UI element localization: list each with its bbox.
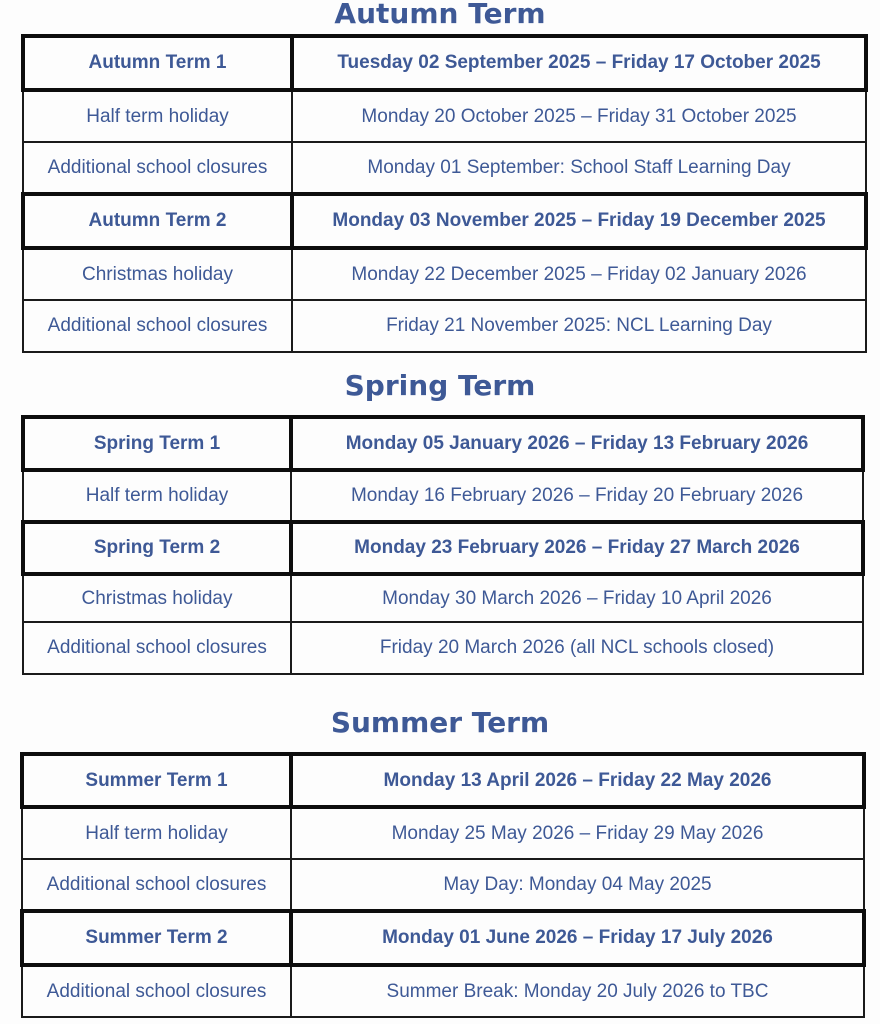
row-label: Half term holiday <box>23 90 292 142</box>
summer-term-table <box>20 752 866 1018</box>
table-row <box>23 417 863 470</box>
row-label: Additional school closures <box>23 622 291 674</box>
row-label: Half term holiday <box>23 470 291 522</box>
row-value: May Day: Monday 04 May 2025 <box>291 859 864 911</box>
table-row <box>22 754 864 807</box>
row-label: Additional school closures <box>22 859 291 911</box>
table-row <box>23 248 866 300</box>
row-value: Monday 25 May 2026 – Friday 29 May 2026 <box>291 807 864 859</box>
row-label: Christmas holiday <box>23 574 291 622</box>
table-row <box>23 194 866 248</box>
term-label: Autumn Term 2 <box>23 194 292 248</box>
table-row <box>23 522 863 574</box>
table-row <box>23 574 863 622</box>
term-label: Autumn Term 1 <box>23 36 292 90</box>
row-value: Monday 22 December 2025 – Friday 02 January 2026 <box>292 248 866 300</box>
table-row <box>23 470 863 522</box>
row-value: Summer Break: Monday 20 July 2026 to TBC <box>291 965 864 1017</box>
term-label: Spring Term 2 <box>23 522 291 574</box>
term-dates: Tuesday 02 September 2025 – Friday 17 October 2025 <box>292 36 866 90</box>
term-label: Summer Term 2 <box>22 911 291 965</box>
row-label: Additional school closures <box>23 300 292 352</box>
table-row <box>22 859 864 911</box>
term-dates: Monday 03 November 2025 – Friday 19 December 2025 <box>292 194 866 248</box>
row-value: Monday 01 September: School Staff Learning Day <box>292 142 866 194</box>
row-value: Monday 20 October 2025 – Friday 31 October 2025 <box>292 90 866 142</box>
row-label: Additional school closures <box>23 142 292 194</box>
table-row <box>23 90 866 142</box>
autumn-term-table <box>21 34 868 353</box>
table-row <box>22 965 864 1017</box>
spring-term-heading: Spring Term <box>344 369 536 402</box>
summer-term-heading: Summer Term <box>330 706 550 739</box>
autumn-term-heading: Autumn Term <box>334 0 546 30</box>
term-dates: Monday 01 June 2026 – Friday 17 July 2026 <box>291 911 864 965</box>
table-row <box>23 622 863 674</box>
row-value: Monday 30 March 2026 – Friday 10 April 2026 <box>291 574 863 622</box>
row-value: Friday 21 November 2025: NCL Learning Day <box>292 300 866 352</box>
term-dates: Monday 13 April 2026 – Friday 22 May 2026 <box>291 754 864 807</box>
term-label: Spring Term 1 <box>23 417 291 470</box>
row-value: Friday 20 March 2026 (all NCL schools closed) <box>291 622 863 674</box>
table-row <box>23 142 866 194</box>
table-row <box>22 911 864 965</box>
spring-term-table <box>21 415 865 675</box>
row-label: Half term holiday <box>22 807 291 859</box>
term-label: Summer Term 1 <box>22 754 291 807</box>
row-label: Christmas holiday <box>23 248 292 300</box>
term-dates: Monday 05 January 2026 – Friday 13 February 2026 <box>291 417 863 470</box>
table-row <box>23 36 866 90</box>
term-dates: Monday 23 February 2026 – Friday 27 March 2026 <box>291 522 863 574</box>
row-value: Monday 16 February 2026 – Friday 20 February 2026 <box>291 470 863 522</box>
table-row <box>22 807 864 859</box>
row-label: Additional school closures <box>22 965 291 1017</box>
table-row <box>23 300 866 352</box>
